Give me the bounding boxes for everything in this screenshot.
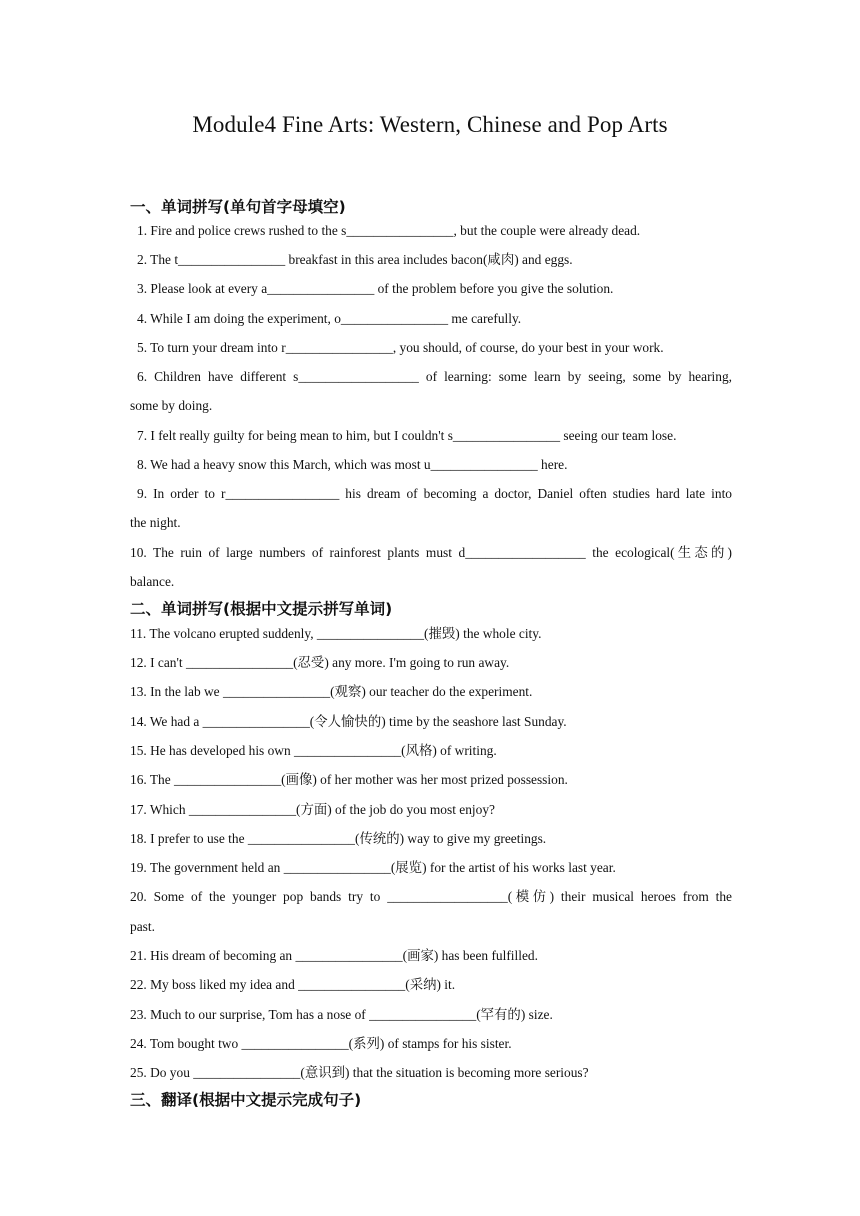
question-11: 11. The volcano erupted suddenly, ________________(摧毁) the whole city. — [130, 626, 542, 641]
question-21: 21. His dream of becoming an ________________(画家) has been fulfilled. — [130, 948, 538, 963]
question-2: 2. The t________________ breakfast in this area includes bacon(咸肉) and eggs. — [137, 252, 573, 267]
question-1: 1. Fire and police crews rushed to the s________________, but the couple were already dead. — [137, 223, 641, 238]
question-10: 10. The ruin of large numbers of rainforest plants must d__________________ the ecological(生态的) — [130, 545, 732, 560]
question-4: 4. While I am doing the experiment, o________________ me carefully. — [137, 311, 522, 326]
question-20-continued: past. — [130, 919, 155, 934]
question-15: 15. He has developed his own ________________(风格) of writing. — [130, 743, 497, 758]
question-3: 3. Please look at every a________________ of the problem before you give the solution. — [137, 281, 614, 296]
section-heading-3: 三、翻译(根据中文提示完成句子) — [130, 1091, 362, 1109]
question-6-continued: some by doing. — [130, 398, 213, 413]
question-23: 23. Much to our surprise, Tom has a nose of ________________(罕有的) size. — [130, 1007, 553, 1022]
question-25: 25. Do you ________________(意识到) that the situation is becoming more serious? — [130, 1065, 589, 1080]
question-19: 19. The government held an ________________(展览) for the artist of his works last year. — [130, 860, 616, 875]
question-9: 9. In order to r_________________ his dream of becoming a doctor, Daniel often studies hard late into — [137, 486, 732, 501]
question-14: 14. We had a ________________(令人愉快的) time by the seashore last Sunday. — [130, 714, 567, 729]
question-13: 13. In the lab we ________________(观察) our teacher do the experiment. — [130, 684, 533, 699]
page-title: Module4 Fine Arts: Western, Chinese and Pop Arts — [192, 112, 668, 137]
question-6: 6. Children have different s__________________ of learning: some learn by seeing, some by hearing, — [137, 369, 732, 384]
section-heading-2: 二、单词拼写(根据中文提示拼写单词) — [130, 600, 393, 618]
question-9-continued: the night. — [130, 515, 181, 530]
question-12: 12. I can't ________________(忍受) any more. I'm going to run away. — [130, 655, 510, 670]
question-20: 20. Some of the younger pop bands try to __________________(模仿) their musical heroes from the — [130, 889, 732, 904]
question-18: 18. I prefer to use the ________________(传统的) way to give my greetings. — [130, 831, 547, 846]
question-5: 5. To turn your dream into r________________, you should, of course, do your best in your work. — [137, 340, 664, 355]
question-8: 8. We had a heavy snow this March, which was most u________________ here. — [137, 457, 568, 472]
question-16: 16. The ________________(画像) of her mother was her most prized possession. — [130, 772, 568, 787]
question-10-continued: balance. — [130, 574, 175, 589]
question-17: 17. Which ________________(方面) of the job do you most enjoy? — [130, 802, 495, 817]
question-24: 24. Tom bought two ________________(系列) of stamps for his sister. — [130, 1036, 512, 1051]
question-22: 22. My boss liked my idea and ________________(采纳) it. — [130, 977, 456, 992]
question-7: 7. I felt really guilty for being mean to him, but I couldn't s________________ seeing our team lose. — [137, 428, 677, 443]
section-heading-1: 一、单词拼写(单句首字母填空) — [130, 198, 346, 216]
